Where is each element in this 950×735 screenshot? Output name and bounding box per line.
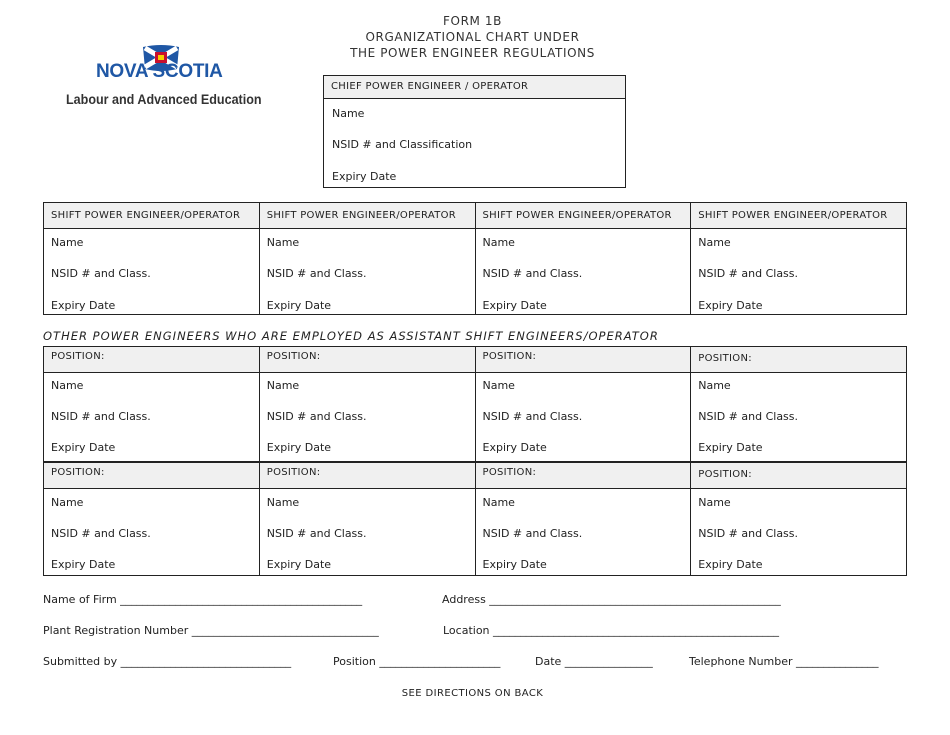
position-header-cell: [259, 462, 475, 489]
position-label: POSITION:: [482, 467, 537, 478]
other-nsid-label: NSID # and Class.: [266, 410, 367, 423]
form-title-line1: ORGANIZATIONAL CHART UNDER: [365, 30, 580, 44]
submitted-by-field[interactable]: Submitted by _______________________________: [43, 655, 292, 668]
shift-expiry-label: Expiry Date: [266, 299, 332, 312]
other-name-label: Name: [698, 496, 731, 509]
other-nsid-label: NSID # and Class.: [482, 527, 583, 540]
position-label: POSITION:: [698, 353, 752, 364]
other-expiry-label: Expiry Date: [482, 441, 547, 454]
other-body-cell: [44, 373, 260, 463]
other-name-label: Name: [266, 379, 300, 392]
other-body-cell: [259, 489, 475, 576]
shift-name-label: Name: [482, 236, 515, 249]
logo-wordmark: NOVA SCOTIA: [96, 61, 223, 82]
shift-title: SHIFT POWER ENGINEER/OPERATOR: [51, 210, 241, 221]
form-number: FORM 1B: [443, 14, 502, 28]
shift-expiry-label: Expiry Date: [51, 299, 116, 312]
other-expiry-label: Expiry Date: [698, 441, 763, 454]
address-field[interactable]: Address _____________________________________________________: [442, 593, 781, 606]
shift-name-label: Name: [266, 236, 300, 249]
directions-note: SEE DIRECTIONS ON BACK: [401, 688, 544, 699]
position-header-cell: [44, 347, 260, 373]
position-header-cell: [475, 347, 691, 373]
position-header-cell: [44, 462, 260, 489]
shift-header-cell: [691, 203, 907, 229]
position-field[interactable]: Position ______________________: [333, 655, 501, 668]
other-engineers-table: [43, 346, 907, 576]
shift-body-cell: [44, 229, 260, 315]
shift-name-label: Name: [698, 236, 731, 249]
other-expiry-label: Expiry Date: [482, 558, 547, 571]
position-label: POSITION:: [51, 467, 105, 478]
other-nsid-label: NSID # and Class.: [698, 410, 799, 423]
other-body-cell: [259, 373, 475, 463]
other-body-cell: [44, 489, 260, 576]
position-label: POSITION:: [266, 467, 321, 478]
chief-name-label: Name: [332, 107, 365, 120]
shift-expiry-label: Expiry Date: [698, 299, 763, 312]
other-expiry-label: Expiry Date: [698, 558, 763, 571]
position-header-cell: [691, 462, 907, 489]
chief-nsid-label: NSID # and Classification: [332, 138, 473, 151]
other-body-cell: [475, 489, 691, 576]
plant-registration-field[interactable]: Plant Registration Number __________________________________: [43, 624, 379, 637]
shift-body-cell: [691, 229, 907, 315]
shift-nsid-label: NSID # and Class.: [51, 267, 151, 280]
position-header-cell: [691, 347, 907, 373]
shift-title: SHIFT POWER ENGINEER/OPERATOR: [698, 210, 888, 221]
other-nsid-label: NSID # and Class.: [266, 527, 367, 540]
firm-name-field[interactable]: Name of Firm ____________________________________________: [43, 593, 363, 606]
shift-nsid-label: NSID # and Class.: [698, 267, 799, 280]
other-expiry-label: Expiry Date: [266, 441, 332, 454]
position-header-cell: [475, 462, 691, 489]
position-label: POSITION:: [51, 351, 105, 362]
shift-name-label: Name: [51, 236, 84, 249]
shift-header-cell: [475, 203, 691, 229]
other-body-cell: [475, 373, 691, 463]
chief-expiry-label: Expiry Date: [332, 170, 397, 183]
shift-header-cell: [44, 203, 260, 229]
other-nsid-label: NSID # and Class.: [482, 410, 583, 423]
shift-expiry-label: Expiry Date: [482, 299, 547, 312]
shift-title: SHIFT POWER ENGINEER/OPERATOR: [482, 210, 672, 221]
other-name-label: Name: [51, 379, 84, 392]
telephone-field[interactable]: Telephone Number _______________: [689, 655, 879, 668]
form-title-line2: THE POWER ENGINEER REGULATIONS: [350, 46, 595, 60]
other-nsid-label: NSID # and Class.: [51, 527, 151, 540]
shift-header-cell: [259, 203, 475, 229]
location-field[interactable]: Location ____________________________________________________: [443, 624, 780, 637]
chief-engineer-box: [323, 75, 626, 188]
position-label: POSITION:: [482, 351, 537, 362]
shift-engineers-table: [43, 202, 907, 315]
other-name-label: Name: [266, 496, 300, 509]
chief-engineer-title: CHIEF POWER ENGINEER / OPERATOR: [324, 76, 625, 99]
shift-nsid-label: NSID # and Class.: [482, 267, 583, 280]
other-expiry-label: Expiry Date: [51, 441, 116, 454]
other-name-label: Name: [482, 496, 515, 509]
other-nsid-label: NSID # and Class.: [51, 410, 151, 423]
other-expiry-label: Expiry Date: [266, 558, 332, 571]
other-nsid-label: NSID # and Class.: [698, 527, 799, 540]
position-header-cell: [259, 347, 475, 373]
date-field[interactable]: Date ________________: [535, 655, 653, 668]
other-engineers-section-title: OTHER POWER ENGINEERS WHO ARE EMPLOYED AS ASSISTANT SHIFT ENGINEERS/OPERATOR: [43, 329, 659, 343]
other-name-label: Name: [698, 379, 731, 392]
shift-body-cell: [259, 229, 475, 315]
position-label: POSITION:: [266, 351, 321, 362]
other-expiry-label: Expiry Date: [51, 558, 116, 571]
shift-nsid-label: NSID # and Class.: [266, 267, 367, 280]
other-name-label: Name: [482, 379, 515, 392]
other-body-cell: [691, 373, 907, 463]
other-body-cell: [691, 489, 907, 576]
other-name-label: Name: [51, 496, 84, 509]
position-label: POSITION:: [698, 469, 752, 480]
shift-body-cell: [475, 229, 691, 315]
shift-title: SHIFT POWER ENGINEER/OPERATOR: [266, 210, 457, 221]
logo-department: Labour and Advanced Education: [66, 92, 262, 107]
